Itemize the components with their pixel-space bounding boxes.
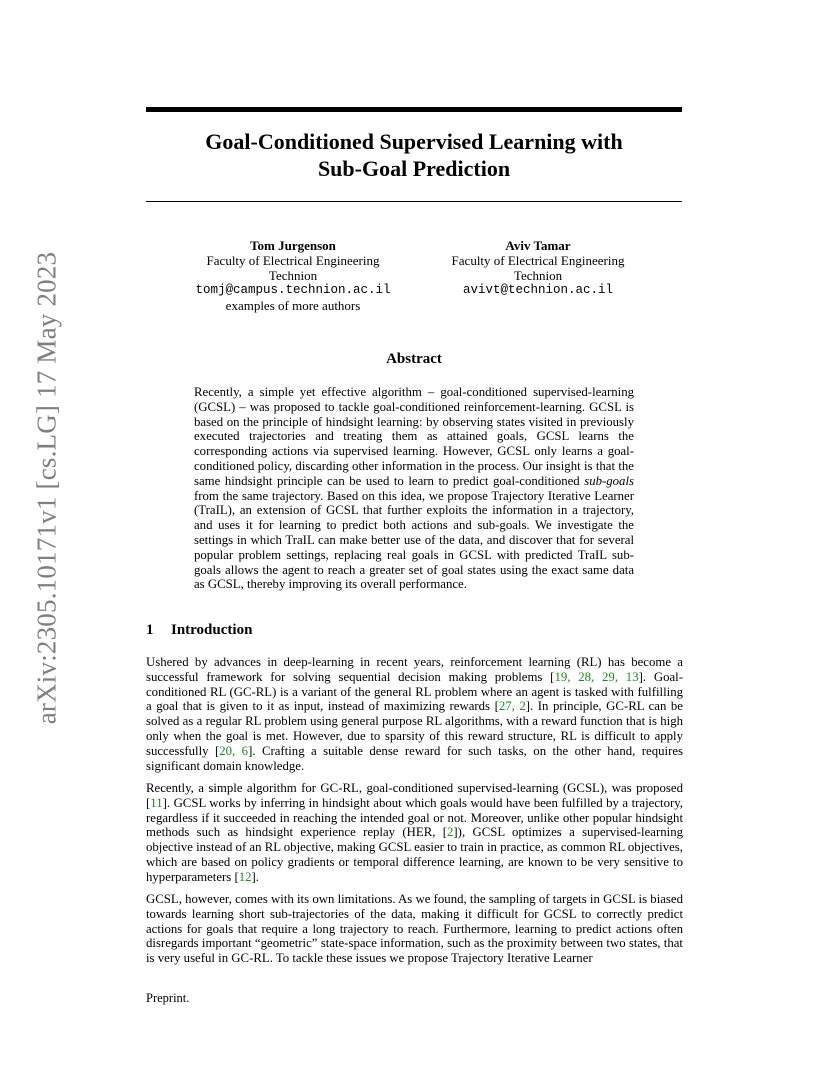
paragraph-text: Recently, a simple algorithm for GC-RL, goal-conditioned supervised-learning (GCSL), was proposed [ (146, 781, 683, 810)
arxiv-identifier: arXiv:2305.10171v1 [cs.LG] 17 May 2023 (31, 251, 62, 725)
author-affiliation: Faculty of Electrical Engineering (206, 253, 380, 268)
citation-link[interactable]: 11 (150, 795, 163, 810)
paragraph-text: Ushered by advances in deep-learning in recent years, reinforcement learning (RL) has become a successful framework for solving sequential decision making problems [ (146, 655, 683, 684)
author-name: Tom Jurgenson (250, 238, 336, 253)
paragraph-text: ]), GCSL optimizes a supervised-learning objective instead of an RL objective, making GCSL easier to train in practice, as common RL objectives, which are based on policy gradients or temporal difference learning, are known to be very sensitive to hyperparameters [ (146, 825, 683, 884)
section-title: Introduction (171, 622, 253, 638)
title-line-1: Goal-Conditioned Supervised Learning with (205, 129, 623, 154)
paper-title (146, 128, 682, 182)
title-line-2: Sub-Goal Prediction (317, 156, 511, 181)
author-email: avivt@technion.ac.il (462, 283, 614, 297)
abstract-body (194, 385, 634, 592)
top-rule (146, 107, 682, 112)
author-name: Aviv Tamar (505, 238, 571, 253)
title-bottom-rule (146, 201, 682, 202)
citation-link[interactable]: 12 (238, 869, 252, 884)
citation-link[interactable]: 19, 28, 29, 13 (554, 669, 639, 684)
abstract-text-1: Recently, a simple yet effective algorithm – goal-conditioned supervised-learning (GCSL) – was proposed to tackle goal-conditioned reinforcement-learning. GCSL is based on the principle of hindsight learning: by observing states visited in previously executed trajectories and treating them as attained goals, GCSL learns the corresponding actions via supervised learning. However, GCSL only learns a goal-conditioned policy, discarding other information in the process. Our insight is that the same hindsight principle can be used to learn to predict goal-conditioned (194, 385, 634, 488)
author-affiliation: Faculty of Electrical Engineering (451, 253, 625, 268)
paragraph-text: ]. Crafting a suitable dense reward for such tasks, on the other hand, requires significant domain knowledge. (146, 743, 683, 773)
abstract-emphasis: sub-goals (584, 473, 634, 488)
author-extra: examples of more authors (225, 298, 361, 313)
paragraph-text: ]. GCSL works by inferring in hindsight about which goals would have been fulfilled by a trajectory, regardless if it succeeded in reaching the intended goal or not. Moreover, unlike other popular hindsight methods such as hindsight experience replay (HER, [ (146, 795, 683, 840)
footer-note: Preprint. (146, 991, 190, 1005)
intro-paragraph-2 (146, 781, 683, 885)
paragraph-text: ]. Goal-conditioned RL (GC-RL) is a variant of the general RL problem where an agent is tasked with fulfilling a goal that is given to it as input, instead of maximizing rewards [ (146, 669, 683, 714)
intro-paragraph-1 (146, 655, 683, 773)
citation-link[interactable]: 20, 6 (219, 743, 249, 758)
citation-link[interactable]: 2 (447, 825, 454, 840)
paragraph-text: ]. In principle, GC-RL can be solved as a regular RL problem using general purpose RL algorithms, with a reward function that is high only when the goal is met. However, due to sparsity of this reward structure, RL is difficult to apply successfully [ (146, 699, 683, 758)
author-email: tomj@campus.technion.ac.il (195, 283, 391, 297)
author-block-2 (418, 238, 658, 298)
author-institution: Technion (268, 268, 318, 283)
abstract-text-2: from the same trajectory. Based on this idea, we propose Trajectory Iterative Learner (TraIL), an extension of GCSL that further exploits the information in a trajectory, and uses it for learning to predict both actions and sub-goals. We investigate the settings in which TraIL can make better use of the data, and discover that for several popular problem settings, replacing real goals in GCSL with predicted TraIL sub-goals allows the agent to reach a greater set of goal states using the exact same data as GCSL, thereby improving its overall performance. (194, 488, 634, 592)
paragraph-text: ]. (251, 869, 259, 884)
intro-paragraph-3: GCSL, however, comes with its own limitations. As we found, the sampling of targets in GCSL is biased towards learning short sub-trajectories of the data, making it difficult for GCSL to correctly predict actions for goals that require a long trajectory to reach. Furthermore, learning to predict actions often disregards important “geometric” state-space information, such as the proximity between two states, that is very useful in GC-RL. To tackle these issues we propose Trajectory Iterative Learner (146, 892, 683, 966)
abstract-heading: Abstract (386, 351, 442, 367)
author-block-1 (173, 238, 413, 313)
section-number: 1 (146, 622, 154, 638)
section-heading (146, 622, 252, 639)
citation-link[interactable]: 27, 2 (498, 699, 526, 714)
author-institution: Technion (513, 268, 563, 283)
